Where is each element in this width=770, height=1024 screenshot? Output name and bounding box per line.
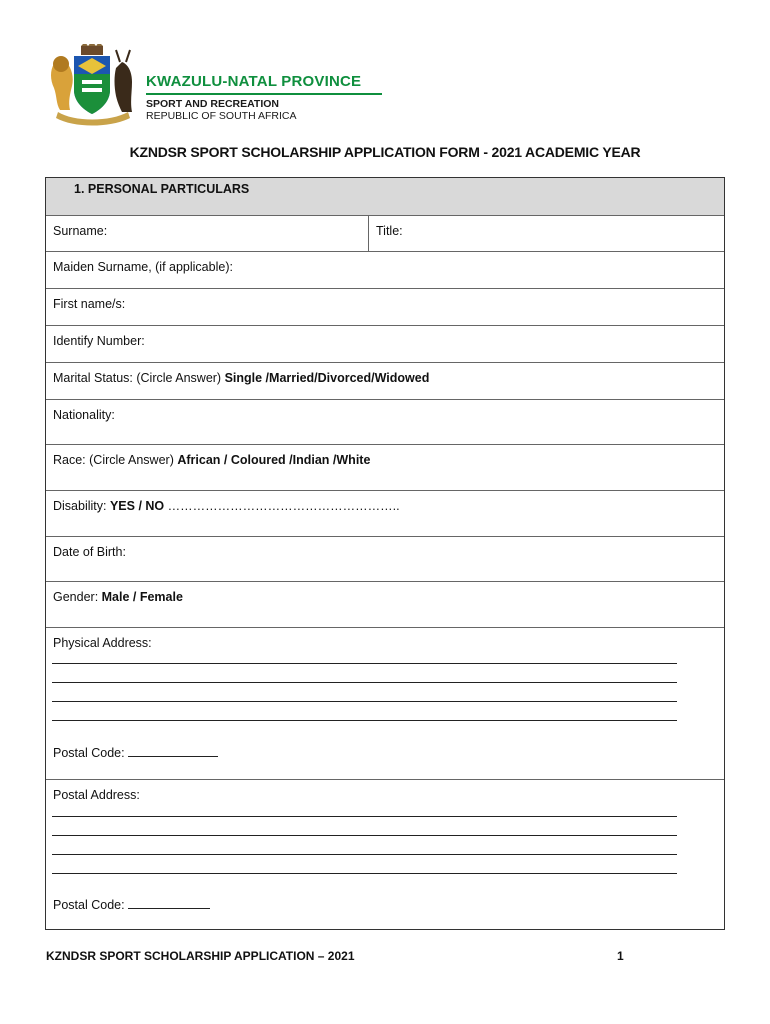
postal-address-line[interactable] xyxy=(52,854,677,855)
nationality-label: Nationality: xyxy=(53,408,115,422)
surname-row[interactable] xyxy=(46,216,724,252)
section-header xyxy=(46,178,724,216)
organisation-heading xyxy=(146,73,386,122)
race-label: Race: (Circle Answer) xyxy=(53,453,178,467)
surname-label: Surname: xyxy=(53,224,108,238)
postal-address-line[interactable] xyxy=(52,835,677,836)
physical-address-row[interactable] xyxy=(46,628,724,780)
form-title: KZNDSR SPORT SCHOLARSHIP APPLICATION FORM - 2021 ACADEMIC YEAR xyxy=(129,144,641,160)
physical-address-line[interactable] xyxy=(52,720,677,721)
disability-label: Disability: xyxy=(53,499,110,513)
column-divider xyxy=(368,216,369,251)
heading-rule xyxy=(146,93,382,95)
postal-address-line[interactable] xyxy=(52,816,677,817)
marital-status-label: Marital Status: (Circle Answer) xyxy=(53,371,225,385)
postal-address-row[interactable] xyxy=(46,780,724,930)
physical-address-line[interactable] xyxy=(52,663,677,664)
id-number-row[interactable] xyxy=(46,326,724,363)
race-options: African / Coloured /Indian /White xyxy=(177,453,371,467)
province-name: KWAZULU-NATAL PROVINCE xyxy=(146,73,362,90)
date-of-birth-row[interactable] xyxy=(46,537,724,582)
maiden-surname-row[interactable] xyxy=(46,252,724,289)
first-names-label: First name/s: xyxy=(53,297,126,311)
postal-postal-code-label: Postal Code: xyxy=(53,898,129,912)
marital-status-row[interactable] xyxy=(46,363,724,400)
physical-address-line[interactable] xyxy=(52,701,677,702)
marital-status-field xyxy=(53,371,429,385)
gender-field xyxy=(53,590,183,604)
department-name: SPORT AND RECREATION xyxy=(146,98,280,110)
physical-postal-code-blank[interactable] xyxy=(128,744,218,757)
disability-field xyxy=(53,499,400,513)
physical-address-label: Physical Address: xyxy=(53,636,152,650)
personal-particulars-table xyxy=(45,177,725,930)
country-name: REPUBLIC OF SOUTH AFRICA xyxy=(146,110,297,122)
marital-status-options: Single /Married/Divorced/Widowed xyxy=(224,371,430,385)
physical-postal-code-label: Postal Code: xyxy=(53,746,129,760)
page-number: 1 xyxy=(617,949,624,963)
gender-row[interactable] xyxy=(46,582,724,628)
physical-address-line[interactable] xyxy=(52,682,677,683)
race-row[interactable] xyxy=(46,445,724,491)
gender-options: Male / Female xyxy=(101,590,183,604)
nationality-row[interactable] xyxy=(46,400,724,445)
maiden-surname-label: Maiden Surname, (if applicable): xyxy=(53,260,233,274)
postal-postal-code-blank[interactable] xyxy=(128,896,210,909)
footer-title: KZNDSR SPORT SCHOLARSHIP APPLICATION – 2021 xyxy=(46,949,355,963)
coat-of-arms-logo xyxy=(44,44,140,126)
disability-row[interactable] xyxy=(46,491,724,537)
gender-label: Gender: xyxy=(53,590,102,604)
disability-options: YES / NO xyxy=(109,499,165,513)
date-of-birth-label: Date of Birth: xyxy=(53,545,126,559)
id-number-label: Identify Number: xyxy=(53,334,145,348)
first-names-row[interactable] xyxy=(46,289,724,326)
disability-dotted-blank: ……………………………………………….. xyxy=(164,499,400,513)
postal-address-label: Postal Address: xyxy=(53,788,140,802)
physical-postal-code-field[interactable] xyxy=(53,744,218,760)
race-field xyxy=(53,453,370,467)
postal-address-line[interactable] xyxy=(52,873,677,874)
title-label: Title: xyxy=(376,224,403,238)
section-label: 1. PERSONAL PARTICULARS xyxy=(74,182,250,196)
postal-postal-code-field[interactable] xyxy=(53,896,210,912)
